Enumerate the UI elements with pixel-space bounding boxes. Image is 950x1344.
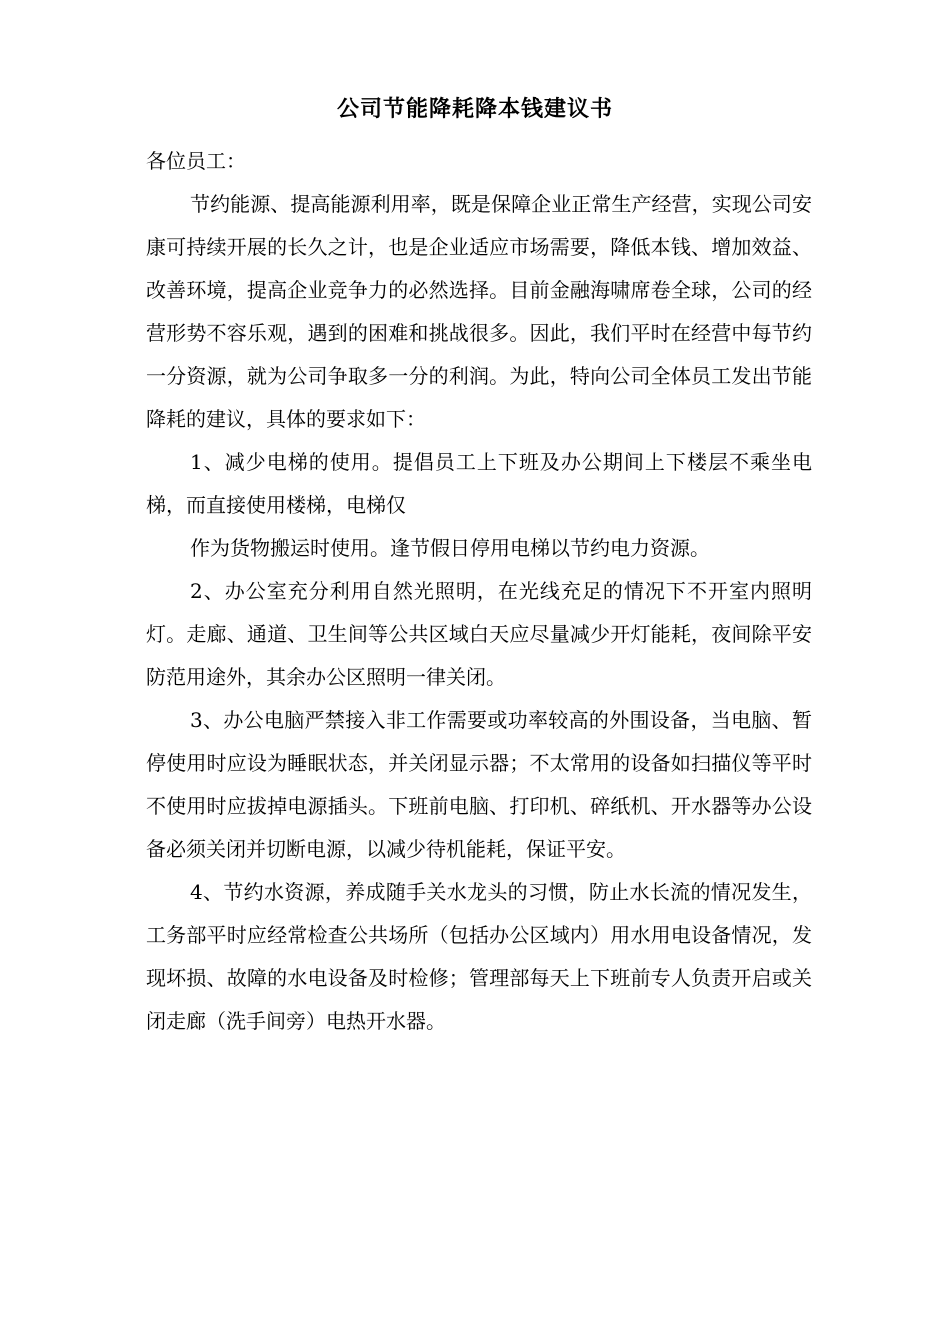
paragraph-item-1-continued: 作为货物搬运时使用。逢节假日停用电梯以节约电力资源。 [190,536,710,560]
document-title: 公司节能降耗降本钱建议书 [336,97,613,122]
paragraph-item-1: 1、减少电梯的使用。提倡员工上下班及办公期间上下楼层不乘坐电梯，而直接使用楼梯，电梯仅 [146,450,812,517]
paragraph-item-4: 4、节约水资源，养成随手关水龙头的习惯，防止水长流的情况发生，工务部平时应经常检查公共场所（包括办公区域内）用水用电设备情况，发现坏损、故障的水电设备及时检修；管理部每天上下班前专人负责开启或关闭走廊（洗手间旁）电热开水器。 [146,880,812,1033]
salutation: 各位员工： [146,149,246,173]
paragraph-item-2: 2、办公室充分利用自然光照明，在光线充足的情况下不开室内照明灯。走廊、通道、卫生间等公共区域白天应尽量减少开灯能耗，夜间除平安防范用途外，其余办公区照明一律关闭。 [146,579,812,689]
paragraph-item-3: 3、办公电脑严禁接入非工作需要或功率较高的外围设备，当电脑、暂停使用时应设为睡眠状态，并关闭显示器；不太常用的设备如扫描仪等平时不使用时应拔掉电源插头。下班前电脑、打印机、碎纸机、开水器等办公设备必须关闭并切断电源，以减少待机能耗，保证平安。 [146,708,812,861]
paragraph-intro: 节约能源、提高能源利用率，既是保障企业正常生产经营，实现公司安康可持续开展的长久之计，也是企业适应市场需要，降低本钱、增加效益、改善环境，提高企业竞争力的必然选择。目前金融海啸席卷全球，公司的经营形势不容乐观，遇到的困难和挑战很多。因此，我们平时在经营中每节约一分资源，就为公司争取多一分的利润。为此，特向公司全体员工发出节能降耗的建议，具体的要求如下： [146,192,812,431]
document-body [146,183,812,1043]
